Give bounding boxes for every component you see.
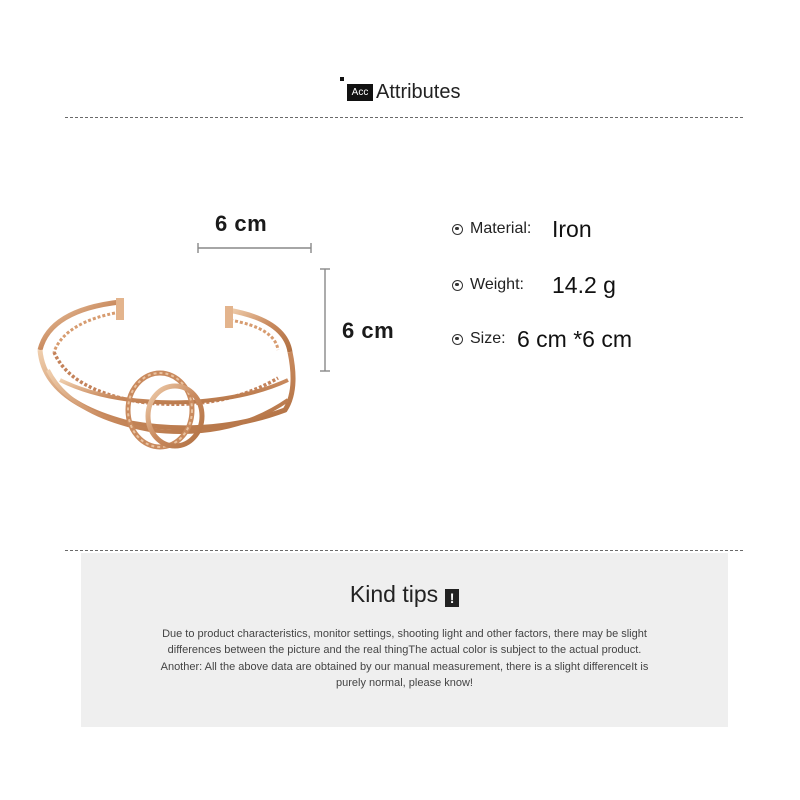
kind-tips-panel — [81, 553, 728, 727]
header-dot — [340, 77, 344, 81]
width-dimension-label: 6 cm — [215, 211, 268, 236]
attribute-size — [452, 324, 633, 354]
attribute-value: Iron — [552, 215, 592, 242]
kind-tips-text — [119, 626, 690, 691]
height-dimension-line — [318, 267, 332, 375]
exclamation-icon: ! — [445, 589, 459, 607]
divider-bottom — [65, 550, 743, 551]
divider-top — [65, 117, 743, 118]
attribute-material — [452, 214, 592, 244]
tips-line: purely normal, please know! — [336, 676, 473, 689]
tips-line: Due to product characteristics, monitor settings, shooting light and other factors, there may be slight — [162, 628, 647, 640]
attribute-weight — [452, 270, 616, 300]
kind-tips-title: Kind tips — [349, 581, 439, 607]
height-dimension-label: 6 cm — [342, 318, 395, 343]
section-title: Attributes — [376, 81, 461, 103]
attribute-label: Weight: — [470, 276, 524, 293]
attribute-value: 6 cm *6 cm — [517, 325, 633, 352]
attribute-value: 14.2 g — [552, 271, 616, 298]
bullet-circle-icon — [452, 224, 463, 235]
bracelet-image — [30, 290, 300, 465]
attribute-label: Size: — [470, 330, 506, 347]
header-tag: Acc — [347, 84, 373, 101]
bullet-circle-icon — [452, 334, 463, 345]
bullet-circle-icon — [452, 280, 463, 291]
tips-line: Another: All the above data are obtained by our manual measurement, there is a slight differenceIt is — [160, 660, 649, 673]
kind-tips-heading — [81, 581, 728, 608]
attribute-label: Material: — [470, 220, 532, 237]
width-dimension-line — [196, 242, 314, 254]
section-header — [0, 76, 800, 106]
tips-line: differences between the picture and the real thingThe actual color is subject to the actual product. — [167, 644, 642, 657]
